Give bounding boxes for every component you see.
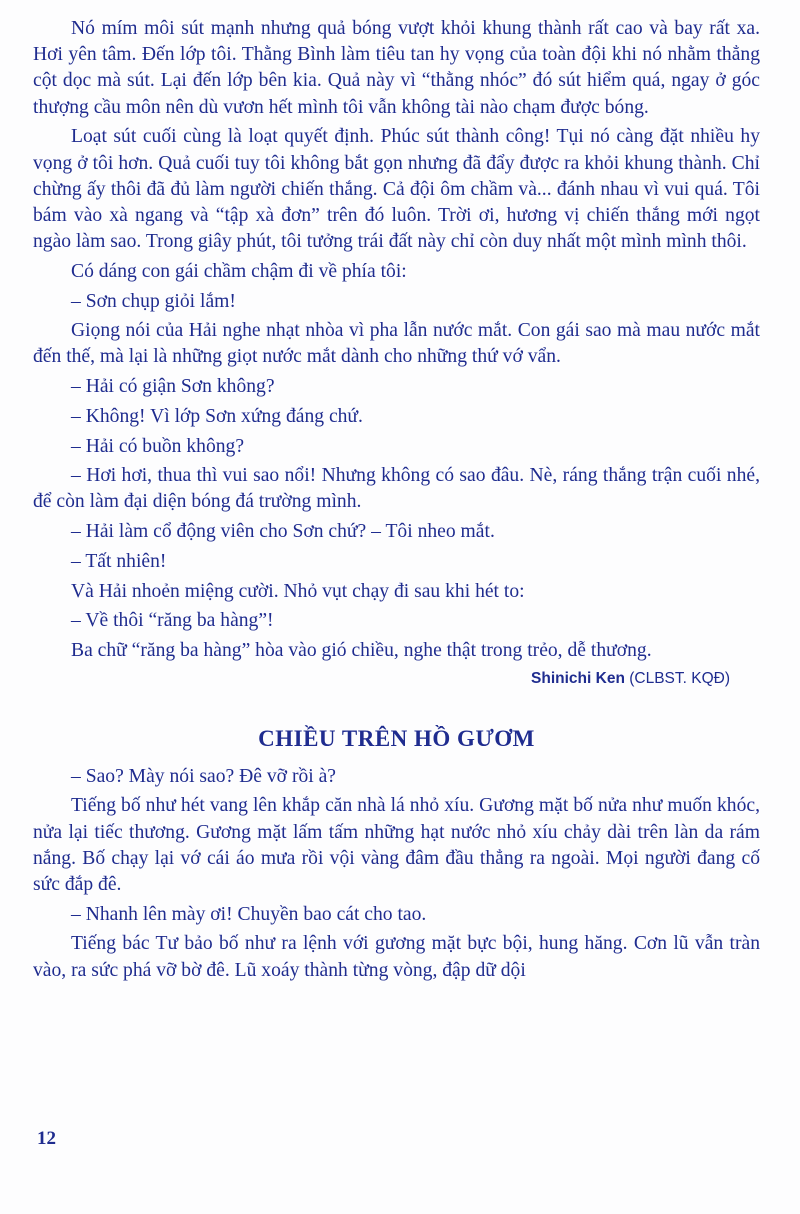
story1-dialogue-1: – Sơn chụp giỏi lắm! bbox=[71, 290, 236, 312]
story2-paragraph-4: Tiếng bác Tư bảo bố như ra lệnh với gương mặt bực bội, hung hăng. Cơn lũ vẫn tràn vào, ra sức phá vỡ bờ đê. Lũ xoáy thành từng vòng, đập dữ dội bbox=[33, 933, 760, 981]
author-club: (CLBST. KQĐ) bbox=[629, 669, 730, 687]
story1-dialogue-2: – Hải có giận Sơn không? bbox=[71, 376, 275, 398]
author-name: Shinichi Ken bbox=[531, 669, 625, 687]
story1-paragraph-2: Loạt sút cuối cùng là loạt quyết định. Phúc sút thành công! Tụi nó càng đặt nhiều hy vọng ở tôi hơn. Quả cuối tuy tôi không bắt gọn nhưng đã đẩy được ra khỏi khung thành. Chỉ chừng ấy thôi đã đủ làm người chiến thắng. Cả đội ôm chầm và... đánh nhau vì vui quá. Tôi bám vào xà ngang và “tập xà đơn” trên đó luôn. Trời ơi, hương vị chiến thắng mới ngọt ngào làm sao. Trong giây phút, tôi tưởng trái đất này chỉ còn duy nhất một mình mình thôi. bbox=[33, 126, 760, 253]
page-body bbox=[33, 16, 760, 987]
story1-paragraph-3: Có dáng con gái chầm chậm đi về phía tôi: bbox=[71, 260, 407, 282]
story2-title: CHIỀU TRÊN HỒ GƯƠM bbox=[258, 725, 535, 751]
story1-dialogue-3: – Không! Vì lớp Sơn xứng đáng chứ. bbox=[71, 405, 363, 427]
story1-closing-paragraph: Ba chữ “răng ba hàng” hòa vào gió chiều, nghe thật trong trẻo, dễ thương. bbox=[71, 639, 652, 661]
story2-dialogue-1: – Sao? Mày nói sao? Đê vỡ rồi à? bbox=[71, 765, 337, 787]
story2-paragraph-2: Tiếng bố như hét vang lên khắp căn nhà lá nhỏ xíu. Gương mặt bố nửa như muốn khóc, nửa lại tiếc thương. Gương mặt lấm tấm những hạt nước nhỏ xíu chảy dài trên làn da rám nắng. Bố chạy lại vớ cái áo mưa rồi vội vàng đâm đầu thẳng ra ngoài. Mọi người đang cố sức đắp đê. bbox=[33, 795, 760, 895]
story1-paragraph-1: Nó mím môi sút mạnh nhưng quả bóng vượt khỏi khung thành rất cao và bay rất xa. Hơi yên tâm. Đến lớp tôi. Thằng Bình làm tiêu tan hy vọng của toàn đội khi nó nhằm thẳng cột dọc mà sút. Lại đến lớp bên kia. Quả này vì “thằng nhóc” đó sút hiểm quá, ngay ở góc thượng cầu môn nên dù vươn hết mình tôi vẫn không tài nào chạm được bóng. bbox=[33, 18, 760, 118]
author-signature bbox=[33, 668, 760, 690]
page-number: 12 bbox=[37, 1128, 56, 1149]
story1-paragraph-12: Và Hải nhoẻn miệng cười. Nhỏ vụt chạy đi sau khi hét to: bbox=[71, 580, 525, 602]
story1-dialogue-5: – Hơi hơi, thua thì vui sao nổi! Nhưng không có sao đâu. Nè, ráng thắng trận cuối nhé, để còn làm đại diện bóng đá trường mình. bbox=[33, 465, 760, 513]
story1-dialogue-4: – Hải có buồn không? bbox=[71, 435, 245, 457]
story2-dialogue-2: – Nhanh lên mày ơi! Chuyền bao cát cho tao. bbox=[71, 903, 427, 925]
story1-paragraph-5: Giọng nói của Hải nghe nhạt nhòa vì pha lẫn nước mắt. Con gái sao mà mau nước mắt đến thế, mà lại là những giọt nước mắt dành cho những thứ vớ vẩn. bbox=[33, 320, 760, 368]
story1-dialogue-8: – Về thôi “răng ba hàng”! bbox=[71, 610, 274, 632]
story1-dialogue-7: – Tất nhiên! bbox=[71, 550, 167, 572]
story1-dialogue-6: – Hải làm cổ động viên cho Sơn chứ? – Tôi nheo mắt. bbox=[71, 521, 495, 543]
